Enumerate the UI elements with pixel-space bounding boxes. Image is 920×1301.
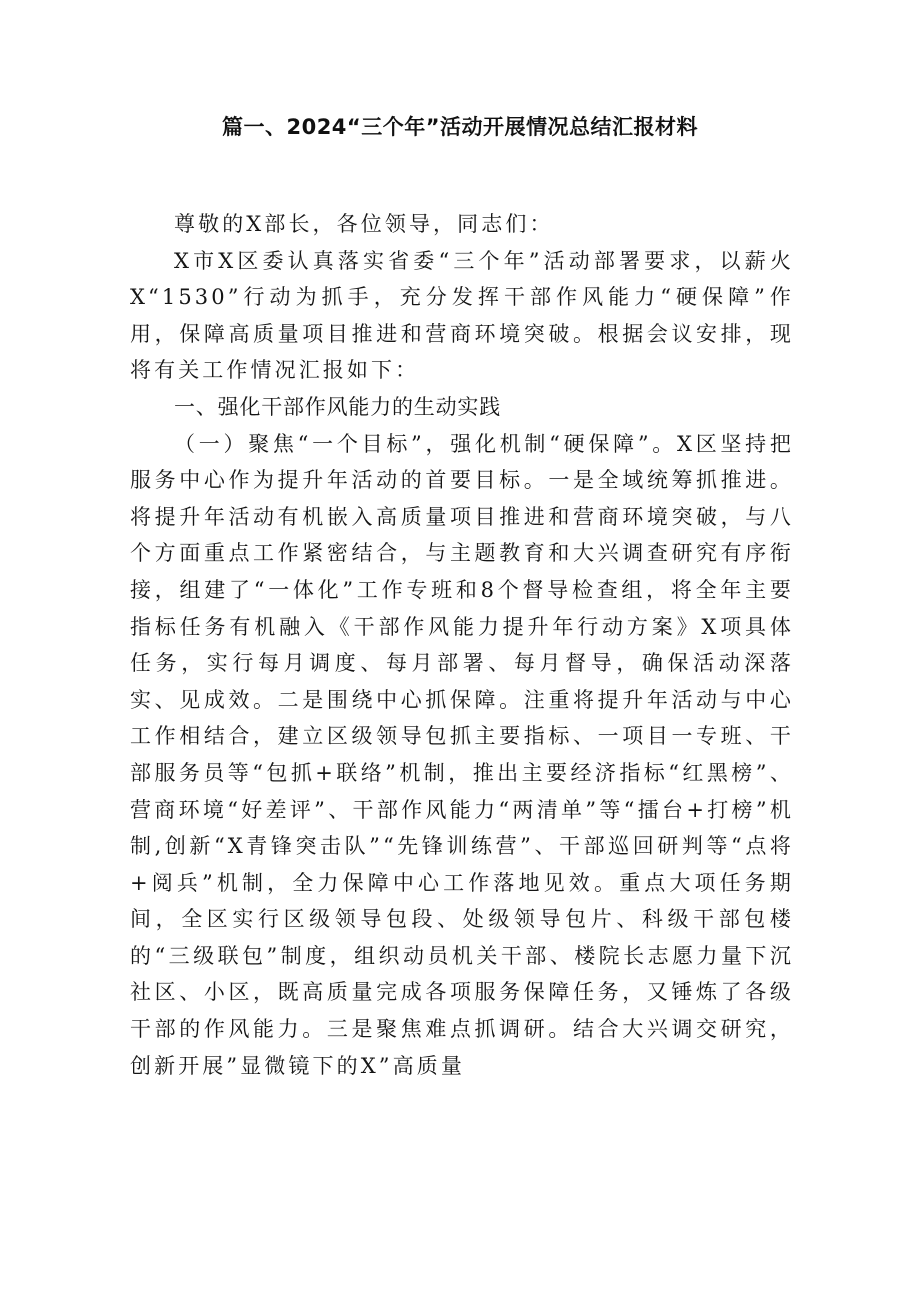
intro-paragraph: X市X区委认真落实省委“三个年”活动部署要求，以薪火X“1530”行动为抓手，充分发挥干部作风能力“硬保障”作用，保障高质量项目推进和营商环境突破。根据会议安排，现将有关工作情况汇报如下： [130, 248, 794, 383]
document-body [130, 190, 794, 1084]
subsection-paragraph: （一）聚焦“一个目标”，强化机制“硬保障”。X区坚持把服务中心作为提升年活动的首要目标。一是全域统筹抓推进。将提升年活动有机嵌入高质量项目推进和营商环境突破，与八个方面重点工作紧密结合，与主题教育和大兴调查研究有序衔接，组建了“一体化”工作专班和8个督导检查组，将全年主要指标任务有机融入《干部作风能力提升年行动方案》X项具体任务，实行每月调度、每月部署、每月督导，确保活动深落实、见成效。二是围绕中心抓保障。注重将提升年活动与中心工作相结合，建立区级领导包抓主要指标、一项目一专班、干部服务员等“包抓+联络”机制，推出主要经济指标“红黑榜”、营商环境“好差评”、干部作风能力“两清单”等“擂台+打榜”机制,创新“X青锋突击队”“先锋训练营”、干部巡回研判等“点将+阅兵”机制，全力保障中心工作落地见效。重点大项任务期间，全区实行区级领导包段、处级领导包片、科级干部包楼的“三级联包”制度，组织动员机关干部、楼院长志愿力量下沉社区、小区，既高质量完成各项服务保障任务，又锤炼了各级干部的作风能力。三是聚焦难点抓调研。结合大兴调交研究，创新开展”显微镜下的X”高质量 [130, 431, 794, 1078]
document-title: 篇一、2024“三个年”活动开展情况总结汇报材料 [221, 115, 699, 139]
salutation-paragraph: 尊敬的X部长，各位领导，同志们： [174, 212, 554, 236]
section-heading: 一、强化干部作风能力的生动实践 [174, 394, 501, 419]
